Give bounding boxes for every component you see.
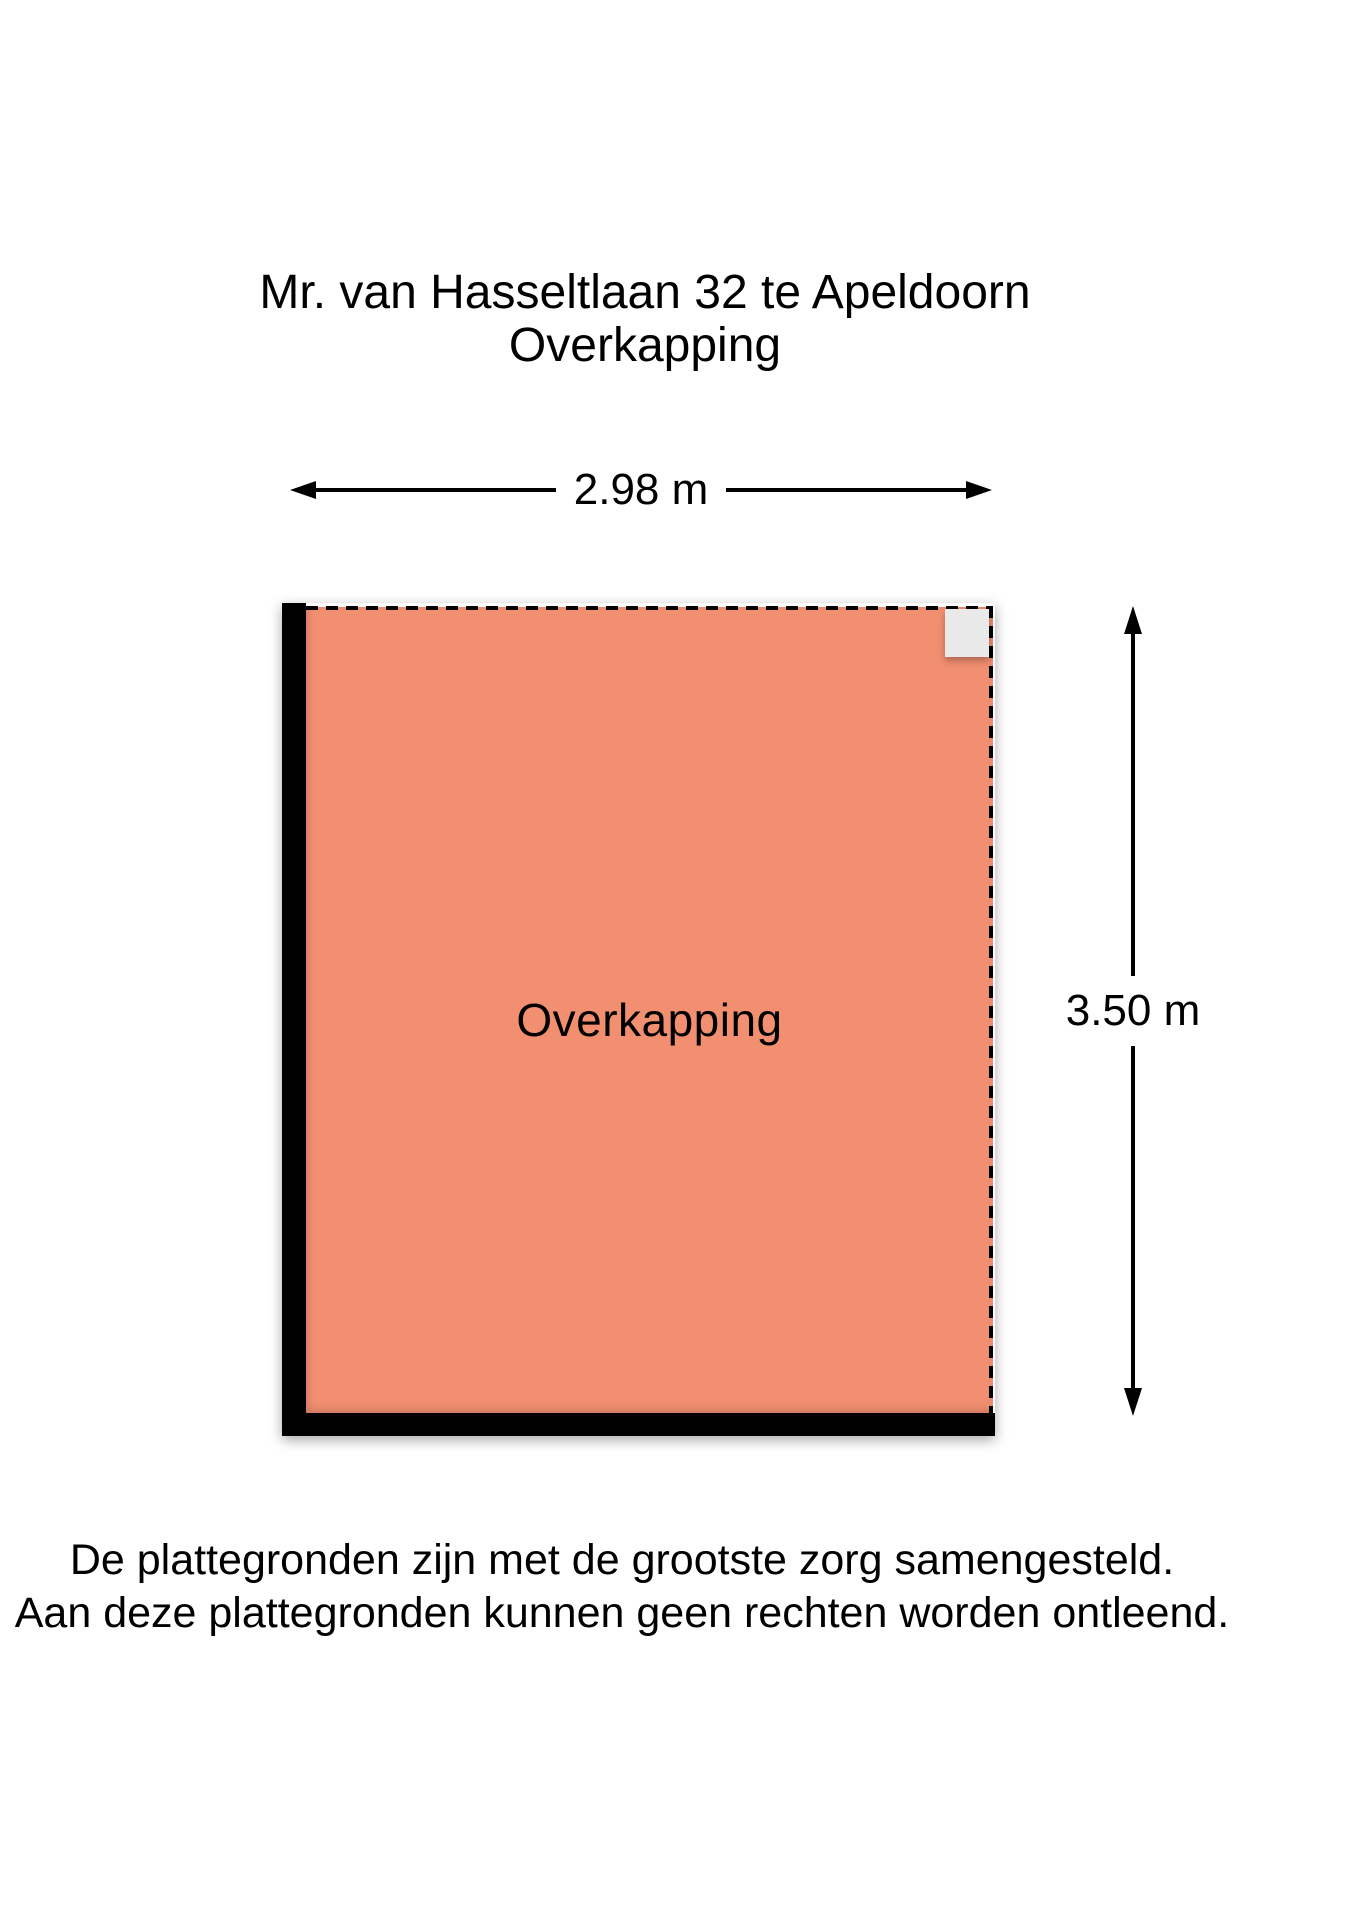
disclaimer-line-2: Aan deze plattegronden kunnen geen rechten worden ontleend. [14, 1589, 1230, 1637]
left-wall [282, 603, 306, 1436]
height-dimension [1058, 606, 1208, 1416]
page-subtitle: Overkapping [508, 319, 782, 372]
dimension-line-left [316, 488, 556, 492]
top-dashed-edge [306, 606, 993, 610]
width-dimension [290, 462, 992, 518]
page-title: Mr. van Hasseltlaan 32 te Apeldoorn [259, 266, 1031, 319]
height-dimension-label: 3.50 m [1065, 986, 1201, 1035]
dimension-line-top [1131, 634, 1135, 976]
width-dimension-label: 2.98 m [573, 465, 709, 514]
bottom-wall [282, 1413, 995, 1436]
corner-post-marker [945, 609, 989, 657]
floor-plan [282, 603, 995, 1436]
room-label: Overkapping [516, 994, 783, 1046]
disclaimer-line-1: De plattegronden zijn met de grootste zorg samengesteld. [69, 1536, 1175, 1584]
title-block [0, 266, 1290, 372]
dimension-arrow-down-icon [1124, 1388, 1142, 1416]
dimension-line-right [726, 488, 966, 492]
dimension-arrow-left-icon [290, 481, 316, 499]
footer-disclaimer [0, 1534, 1244, 1640]
dimension-arrow-up-icon [1124, 606, 1142, 634]
dimension-line-bottom [1131, 1046, 1135, 1388]
dimension-arrow-right-icon [966, 481, 992, 499]
